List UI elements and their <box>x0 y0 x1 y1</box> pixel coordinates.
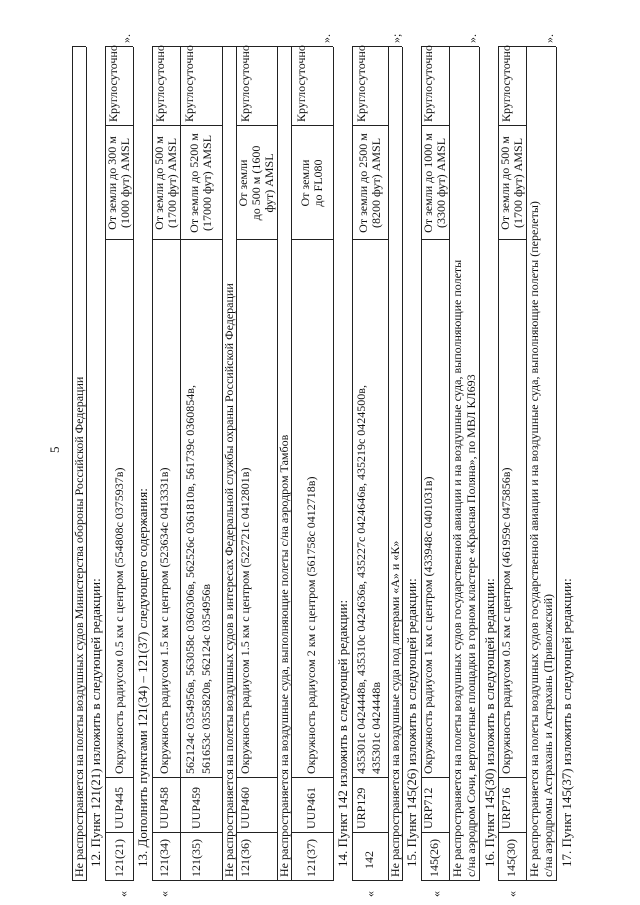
s16-row-desc: Окружность радиусом 0.5 км с центром (461959с 0475856в) <box>499 467 513 774</box>
s13-r4-time: Круглосуточно <box>294 45 308 122</box>
quote-close-semicolon: »; <box>389 33 403 43</box>
s13-r1-code: UUP458 <box>157 786 171 829</box>
s12-row-desc: Окружность радиусом 0.5 км с центром (554808с 0375937в) <box>112 467 126 774</box>
s16-note-line2: с/на аэродромы Астрахань и Астрахань (Приволжский) <box>541 593 555 877</box>
s13-r4-no: 121(37) <box>304 839 318 877</box>
s16-row-no: 145(30) <box>504 839 518 877</box>
s15-row-alt: От земли до 1000 м (3300 фут) AMSL <box>421 133 448 233</box>
s16-row-time: Круглосуточно <box>499 45 513 122</box>
s13-r1-time: Круглосуточно <box>153 45 167 122</box>
page-number: 5 <box>47 446 62 453</box>
section-12-heading: 12. Пункт 121(21) изложить в следующей редакции: <box>88 578 103 867</box>
s15-note-line1: Не распространяется на полеты воздушных судов государственной авиации и на воздушные суда, выполняющие полеты <box>450 259 464 877</box>
section-16-heading: 16. Пункт 145(30) изложить в следующей редакции: <box>482 578 497 867</box>
s13-note-fso: Не распространяется на полеты воздушных судов в интересах Федеральной службы охраны Российской Федерации <box>222 283 236 877</box>
s13-r2-code: UUP459 <box>189 786 203 829</box>
quote-close: ». <box>465 34 479 43</box>
s14-row-desc-line2: 435301с 0424448в <box>369 682 383 774</box>
s14-row-alt: От земли до 2500 м (8200 фут) AMSL <box>356 133 383 233</box>
s13-r3-desc: Окружность радиусом 1.5 км с центром (522721с 0412801в) <box>238 467 252 774</box>
s15-row-no: 145(26) <box>427 839 441 877</box>
s13-r4-code: UUP461 <box>304 786 318 829</box>
s13-r1-no: 121(34) <box>157 839 171 877</box>
quote-close: ». <box>542 34 556 43</box>
s13-note-tambov: Не распространяется на воздушные суда, выполняющие полеты с/на аэродром Тамбов <box>277 434 291 877</box>
section-13-heading: 13. Дополнить пунктами 121(34) – 121(37) следующего содержания: <box>135 488 150 867</box>
quote-close: ». <box>119 34 133 43</box>
note-ministry-defense: Не распространяется на полеты воздушных судов Министерства обороны Российской Федерации <box>72 376 86 877</box>
s13-r2-desc-line1: 562124с 0354956в, 563058с 0360306в, 562526с 0361810в, 561739с 0360854в, <box>183 385 197 774</box>
section-17-heading: 17. Пункт 145(37) изложить в следующей редакции: <box>559 578 574 867</box>
s16-note-line1: Не распространяется на полеты воздушных судов государственной авиации и на воздушные суда, выполняющие полеты (перелеты) <box>527 201 541 877</box>
s13-r2-time: Круглосуточно <box>182 45 196 122</box>
s15-note-line2: с/на аэродром Сочи, вертолетные площадки в горном кластере «Красная Поляна», по МВЛ КЛ693 <box>464 374 478 877</box>
s14-row-no: 142 <box>362 851 376 869</box>
s14-note: Не распространяется на воздушные суда под литерами «А» и «К» <box>388 540 402 877</box>
quote-open: « <box>157 891 171 897</box>
s12-row-alt: От земли до 300 м (1000 фут) AMSL <box>105 136 132 230</box>
s15-row-code: URP712 <box>421 787 435 829</box>
s13-r3-code: UUP460 <box>238 786 252 829</box>
s13-r1-alt: От земли до 500 м (1700 фут) AMSL <box>152 136 179 230</box>
quote-open: « <box>116 891 130 897</box>
s16-row-code: URP716 <box>499 787 513 829</box>
s14-row-code: URP129 <box>354 787 368 829</box>
s13-r3-alt: От земли до 500 м (1600 фут) AMSL <box>236 145 276 221</box>
s15-row-desc: Окружность радиусом 1 км с центром (433948с 0401031в) <box>421 476 435 774</box>
s14-row-time: Круглосуточно <box>354 45 368 122</box>
s16-row-alt: От земли до 500 м (1700 фут) AMSL <box>498 136 525 230</box>
s13-r1-desc: Окружность радиусом 1.5 км с центром (523634с 0413331в) <box>157 467 171 774</box>
s15-row-time: Круглосуточно <box>421 45 435 122</box>
s14-row-desc-line1: 435301с 0424448в, 435310с 0424636в, 435227с 0424646в, 435219с 0424500в, <box>354 385 368 774</box>
s12-row-code: UUP445 <box>112 786 126 829</box>
s13-r2-no: 121(35) <box>189 839 203 877</box>
s13-r2-alt: От земли до 5200 м (17000 фут) AMSL <box>187 133 214 233</box>
section-14-heading: 14. Пункт 142 изложить в следующей редакции: <box>335 599 350 867</box>
quote-close: ». <box>319 34 333 43</box>
section-15-heading: 15. Пункт 145(26) изложить в следующей редакции: <box>404 578 419 867</box>
quote-open: « <box>363 891 377 897</box>
s13-r3-no: 121(36) <box>238 839 252 877</box>
s12-row-no: 121(21) <box>112 839 126 877</box>
s13-r4-desc: Окружность радиусом 2 км с центром (561758с 0412718в) <box>304 476 318 774</box>
quote-open: « <box>429 891 443 897</box>
s13-r2-desc-line2: 561653с 0355820в, 562124с 0354956в <box>199 584 213 774</box>
s12-row-time: Круглосуточно <box>106 45 120 122</box>
s13-r4-alt: От земли до FL080 <box>298 159 325 207</box>
quote-open: « <box>505 891 519 897</box>
s13-r3-time: Круглосуточно <box>238 45 252 122</box>
